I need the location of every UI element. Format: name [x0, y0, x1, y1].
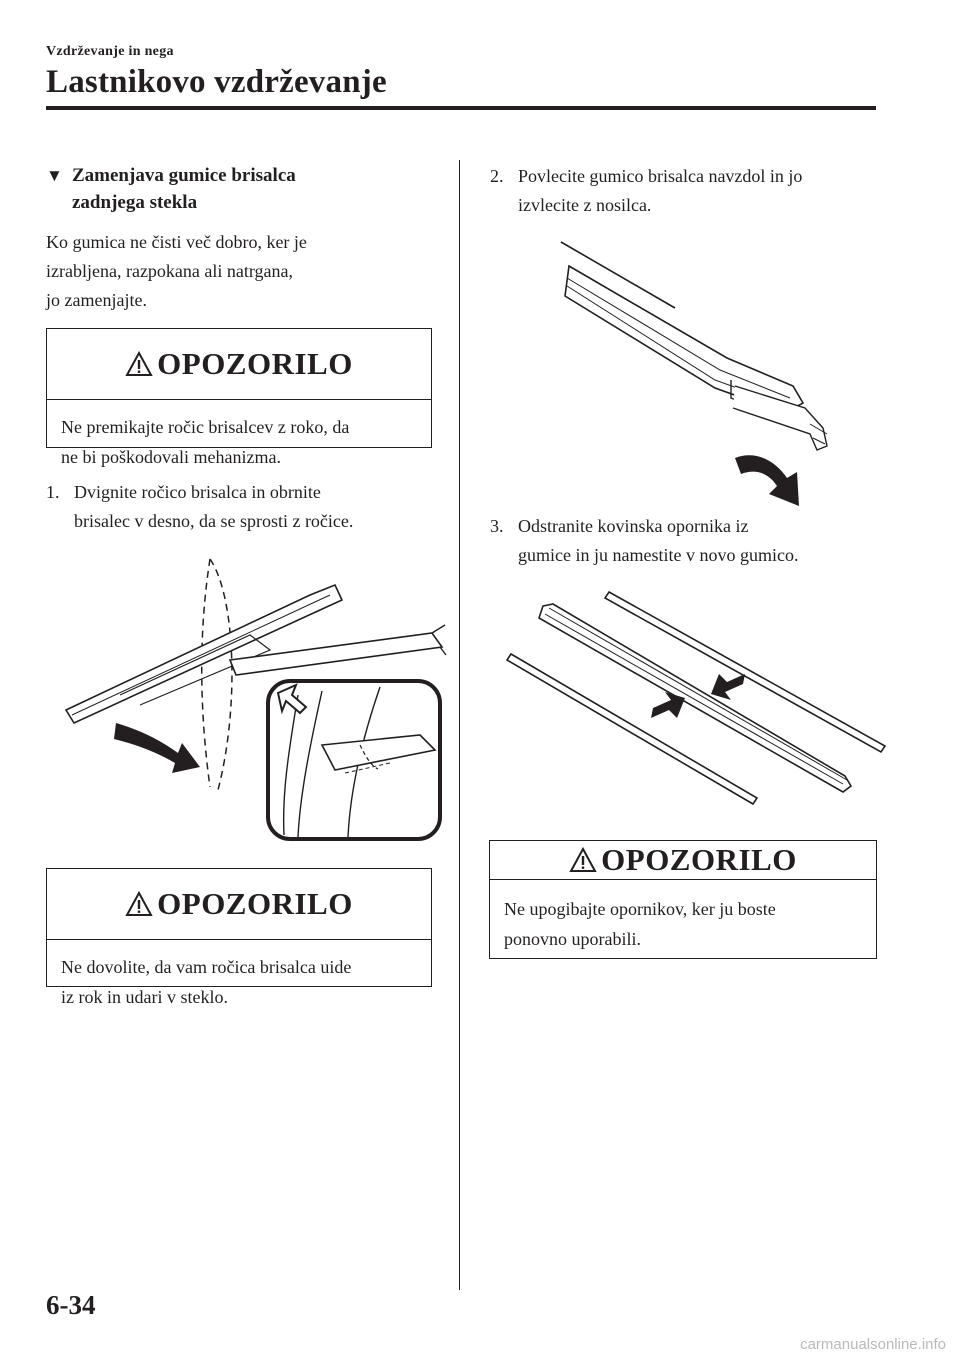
step-line: izvlecite z nosilca.	[518, 195, 652, 215]
warning-box	[46, 868, 432, 1007]
wiper-release-illustration	[60, 555, 450, 845]
warning-line: Ne dovolite, da vam ročica brisalca uide	[61, 957, 352, 977]
down-triangle-icon: ▼	[46, 166, 63, 185]
warning-box	[46, 328, 432, 467]
step-line: Dvignite ročico brisalca in obrnite	[74, 482, 321, 502]
warning-header	[47, 329, 431, 400]
warning-triangle-icon	[569, 847, 597, 873]
heading-line-2: zadnjega stekla	[72, 192, 198, 213]
site-watermark: carmanualsonline.info	[800, 1336, 946, 1353]
step-line: brisalec v desno, da se sprosti z ročice.	[74, 511, 354, 531]
rubber-removal-illustration	[555, 238, 845, 508]
warning-text	[47, 400, 431, 472]
warning-title: OPOZORILO	[601, 842, 797, 877]
warning-header	[490, 841, 876, 880]
warning-line: Ne premikajte ročic brisalcev z roko, da	[61, 417, 350, 437]
warning-line: Ne upogibajte opornikov, ker ju boste	[504, 899, 776, 919]
step-1	[46, 478, 456, 536]
warning-line: ne bi poškodovali mehanizma.	[61, 447, 281, 467]
step-line: gumice in ju namestite v novo gumico.	[518, 545, 799, 565]
step-3	[490, 512, 900, 570]
warning-line: ponovno uporabili.	[504, 929, 641, 949]
step-number: 3.	[490, 516, 504, 536]
intro-line: Ko gumica ne čisti več dobro, ker je	[46, 232, 307, 252]
warning-header	[47, 869, 431, 940]
section-heading	[46, 162, 446, 216]
intro-line: jo zamenjajte.	[46, 290, 147, 310]
intro-line: izrabljena, razpokana ali natrgana,	[46, 261, 294, 281]
page-title: Lastnikovo vzdrževanje	[46, 64, 387, 100]
step-number: 2.	[490, 166, 504, 186]
column-divider	[459, 160, 460, 1290]
warning-text	[490, 880, 876, 954]
step-line: Odstranite kovinska opornika iz	[518, 516, 749, 536]
step-2	[490, 162, 900, 220]
page-number: 6-34	[46, 1290, 96, 1320]
warning-title: OPOZORILO	[157, 886, 353, 921]
supports-illustration	[505, 588, 890, 808]
section-label: Vzdrževanje in nega	[46, 44, 174, 59]
warning-triangle-icon	[125, 891, 153, 917]
warning-title: OPOZORILO	[157, 346, 353, 381]
warning-box	[489, 840, 877, 959]
warning-triangle-icon	[125, 351, 153, 377]
warning-text	[47, 940, 431, 1012]
intro-paragraph	[46, 228, 307, 315]
step-number: 1.	[46, 482, 60, 502]
warning-line: iz rok in udari v steklo.	[61, 987, 228, 1007]
step-line: Povlecite gumico brisalca navzdol in jo	[518, 166, 803, 186]
heading-line-1: Zamenjava gumice brisalca	[72, 165, 296, 186]
header-divider	[46, 106, 876, 110]
